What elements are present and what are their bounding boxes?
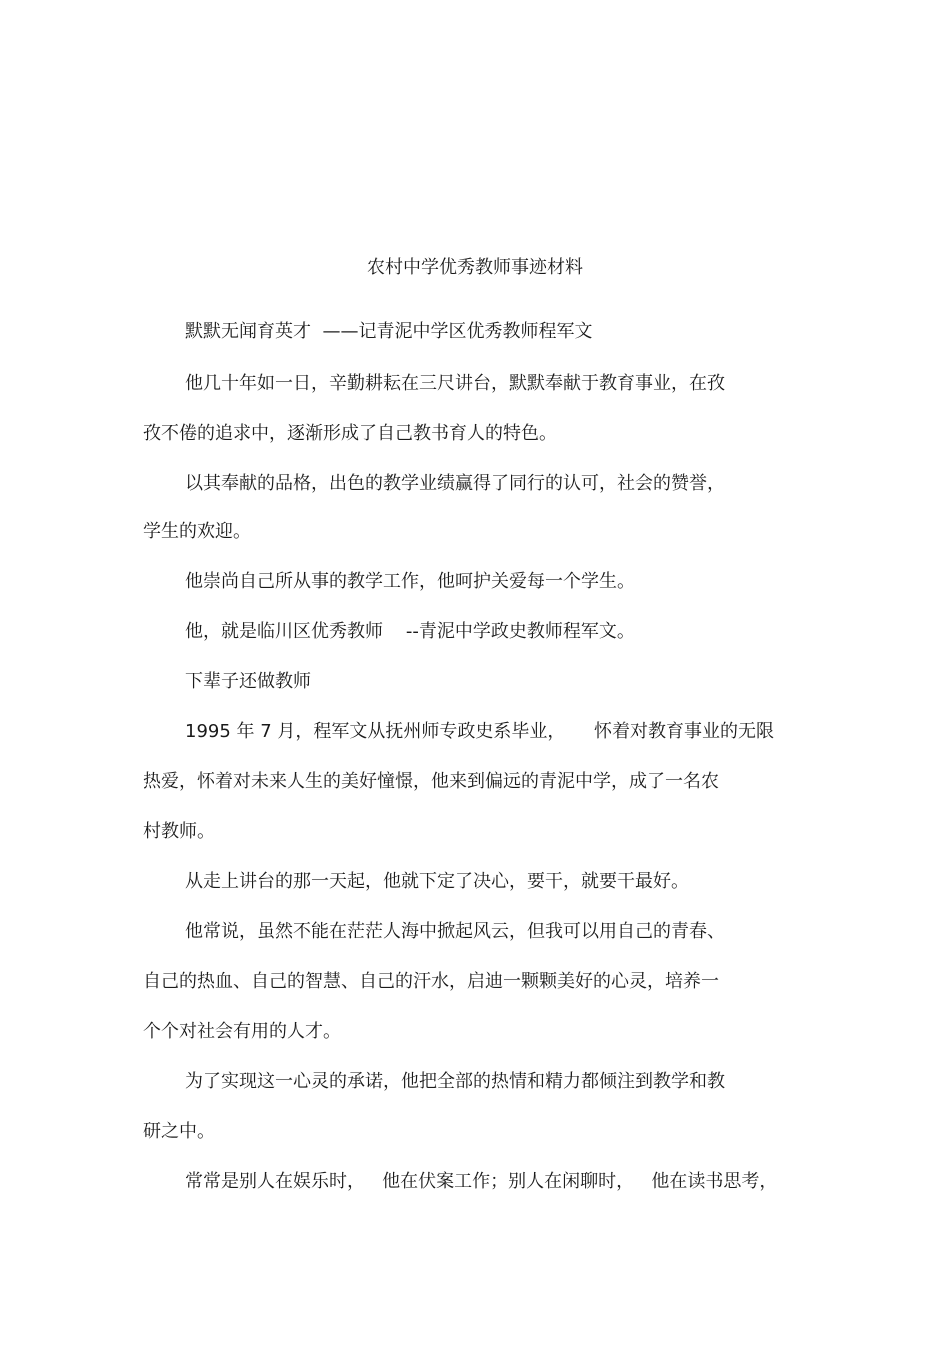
paragraph-line: 热爱，怀着对未来人生的美好憧憬，他来到偏远的青泥中学，成了一名农: [143, 771, 719, 792]
paragraph-line: 1995 年 7 月，程军文从抚州师专政史系毕业， 怀着对教育事业的无限: [185, 721, 775, 742]
paragraph-line: 从走上讲台的那一天起，他就下定了决心，要干，就要干最好。: [185, 871, 689, 892]
paragraph-line: 村教师。: [143, 821, 215, 842]
document-title: 农村中学优秀教师事迹材料: [367, 257, 583, 278]
paragraph-line: 他崇尚自己所从事的教学工作，他呵护关爱每一个学生。: [185, 571, 635, 592]
paragraph-line: 他几十年如一日，辛勤耕耘在三尺讲台，默默奉献于教育事业，在孜: [185, 373, 725, 394]
paragraph-line: 他常说，虽然不能在茫茫人海中掀起风云，但我可以用自己的青春、: [185, 921, 725, 942]
paragraph-line: 个个对社会有用的人才。: [143, 1021, 341, 1042]
paragraph-line: 学生的欢迎。: [143, 521, 251, 542]
paragraph-line: 孜不倦的追求中，逐渐形成了自己教书育人的特色。: [143, 423, 557, 444]
paragraph-line: 以其奉献的品格，出色的教学业绩赢得了同行的认可，社会的赞誉，: [185, 473, 725, 494]
paragraph-line: 为了实现这一心灵的承诺，他把全部的热情和精力都倾注到教学和教: [185, 1071, 725, 1092]
paragraph-line: 他，就是临川区优秀教师 --青泥中学政史教师程军文。: [185, 621, 635, 642]
document-subtitle: 默默无闻育英才 ——记青泥中学区优秀教师程军文: [185, 321, 593, 342]
paragraph-line: 常常是别人在娱乐时， 他在伏案工作；别人在闲聊时， 他在读书思考，: [185, 1171, 778, 1192]
paragraph-line: 自己的热血、自己的智慧、自己的汗水，启迪一颗颗美好的心灵，培养一: [143, 971, 719, 992]
paragraph-line: 研之中。: [143, 1121, 215, 1142]
section-heading: 下辈子还做教师: [185, 671, 311, 692]
